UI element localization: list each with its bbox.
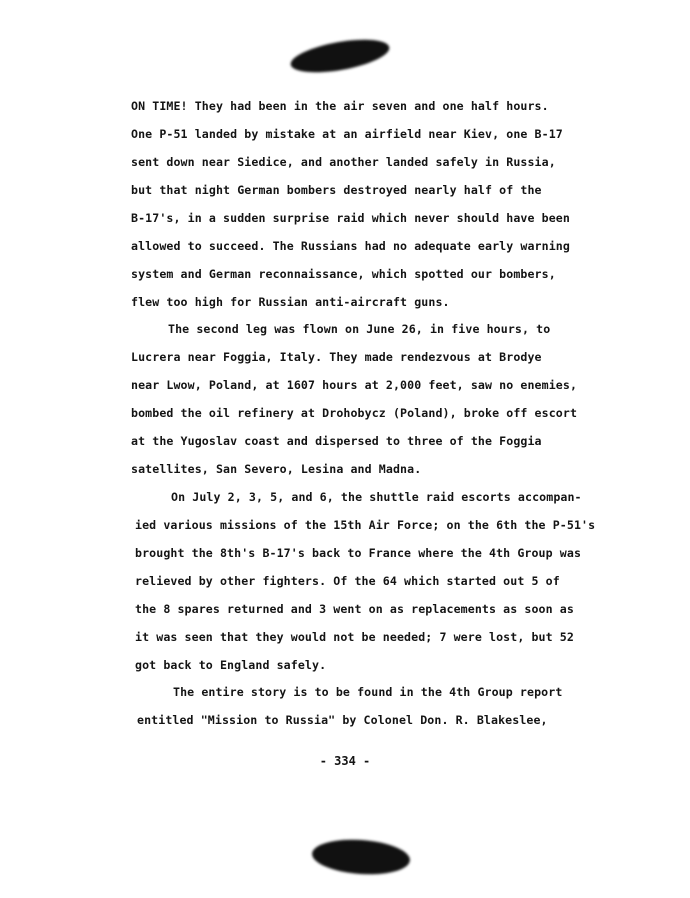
text-line-22: The entire story is to be found in the 4th Group report — [173, 685, 563, 699]
text-line-21: got back to England safely. — [135, 658, 327, 672]
page-number: - 334 - — [319, 754, 371, 768]
text-line-9: The second leg was flown on June 26, in five hours, to — [168, 322, 551, 336]
text-line-7: system and German reconnaissance, which spotted our bombers, — [131, 267, 556, 281]
text-line-16: ied various missions of the 15th Air Force; on the 6th the P-51's — [135, 518, 596, 532]
text-line-2: One P-51 landed by mistake at an airfield near Kiev, one B-17 — [131, 127, 563, 141]
text-line-4: but that night German bombers destroyed nearly half of the — [131, 183, 542, 197]
text-line-13: at the Yugoslav coast and dispersed to three of the Foggia — [131, 434, 542, 448]
text-line-8: flew too high for Russian anti-aircraft guns. — [131, 295, 450, 309]
text-line-6: allowed to succeed. The Russians had no adequate early warning — [131, 239, 570, 253]
text-line-11: near Lwow, Poland, at 1607 hours at 2,000 feet, saw no enemies, — [131, 378, 578, 392]
text-line-12: bombed the oil refinery at Drohobycz (Poland), broke off escort — [131, 406, 578, 420]
text-line-20: it was seen that they would not be needed; 7 were lost, but 52 — [135, 630, 574, 644]
text-line-14: satellites, San Severo, Lesina and Madna. — [131, 462, 422, 476]
text-line-18: relieved by other fighters. Of the 64 which started out 5 of — [135, 574, 560, 588]
text-line-17: brought the 8th's B-17's back to France where the 4th Group was — [135, 546, 582, 560]
text-line-19: the 8 spares returned and 3 went on as replacements as soon as — [135, 602, 574, 616]
text-line-23: entitled "Mission to Russia" by Colonel Don. R. Blakeslee, — [137, 713, 548, 727]
text-line-15: On July 2, 3, 5, and 6, the shuttle raid escorts accompan- — [171, 490, 582, 504]
text-line-3: sent down near Siedice, and another landed safely in Russia, — [131, 155, 556, 169]
text-line-10: Lucrera near Foggia, Italy. They made rendezvous at Brodye — [131, 350, 542, 364]
text-line-1: ON TIME! They had been in the air seven and one half hours. — [131, 99, 549, 113]
text-line-5: B-17's, in a sudden surprise raid which never should have been — [131, 211, 570, 225]
